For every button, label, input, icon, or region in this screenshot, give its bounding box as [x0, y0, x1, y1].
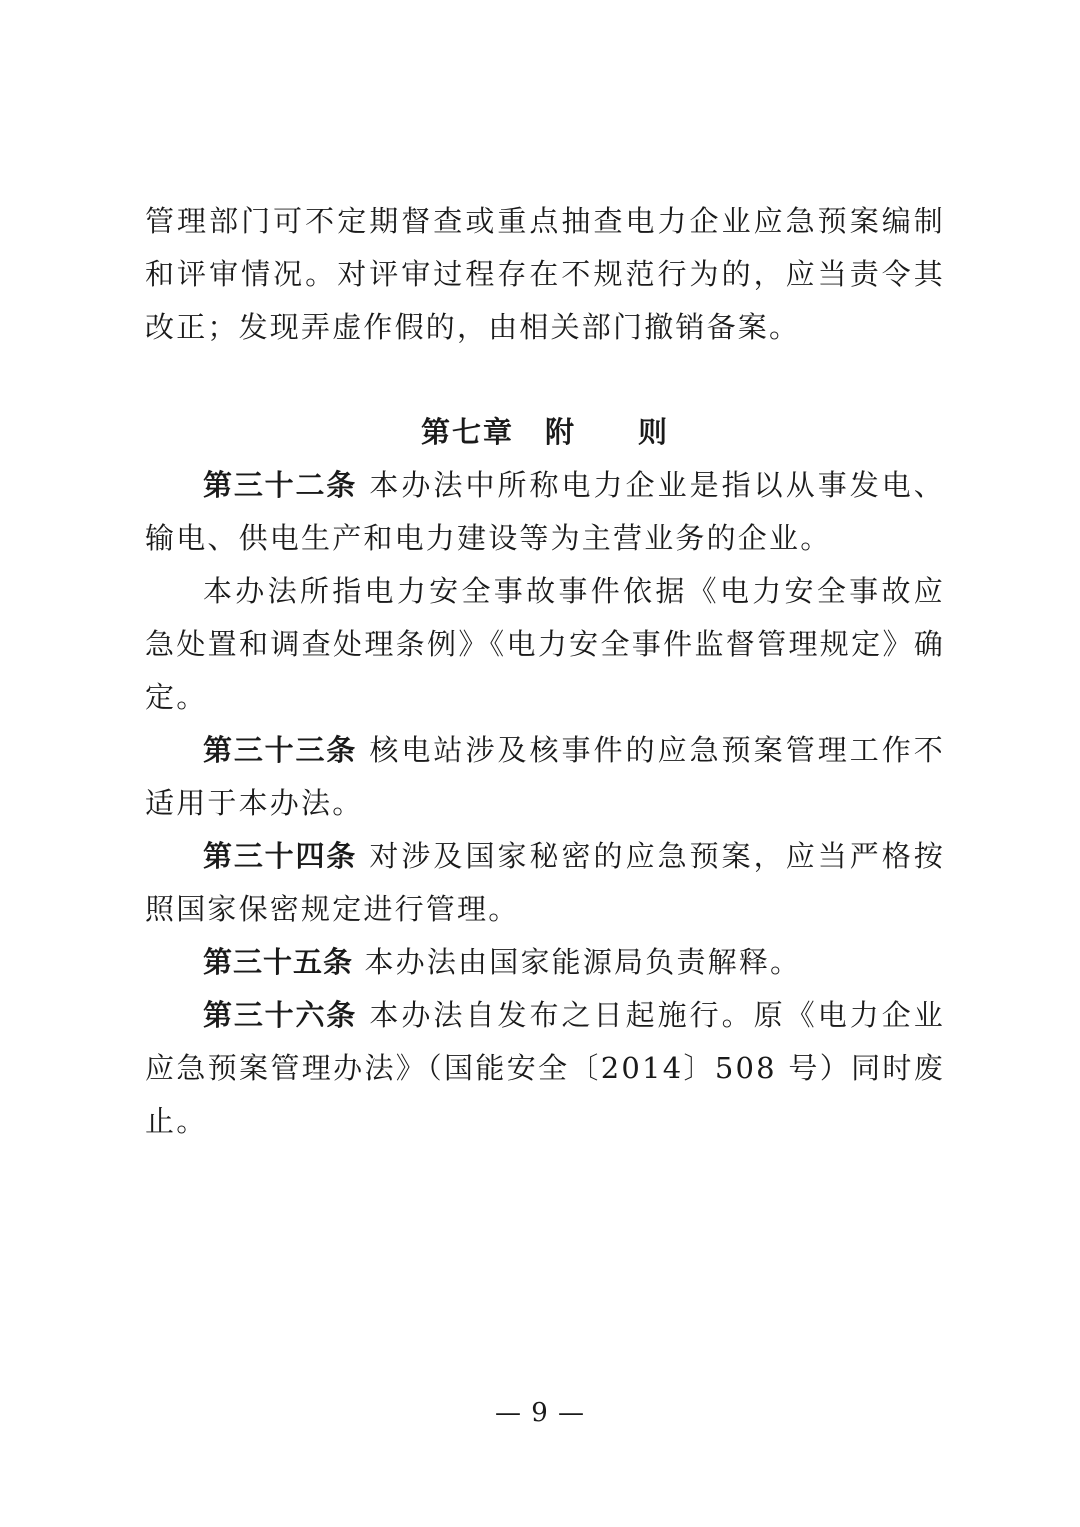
article-text: 本办法中所称电力企业是指以从事发电、输电、供电生产和电力建设等为主营业务的企业。 [145, 468, 945, 555]
article-label: 第三十三条 [203, 733, 358, 767]
document-body [145, 195, 945, 1148]
article-34 [145, 830, 945, 936]
article-35 [145, 936, 945, 989]
article-36 [145, 989, 945, 1148]
page-number: — 9 — [494, 1398, 586, 1428]
article-32 [145, 459, 945, 565]
article-text: 核电站涉及核事件的应急预案管理工作不适用于本办法。 [145, 733, 945, 820]
article-label: 第三十六条 [203, 998, 358, 1032]
article-33 [145, 724, 945, 830]
article-label: 第三十四条 [203, 839, 358, 873]
article-text: 本办法由国家能源局负责解释。 [364, 945, 802, 979]
continuation-paragraph: 管理部门可不定期督查或重点抽查电力企业应急预案编制和评审情况。对评审过程存在不规范行为的，应当责令其改正；发现弄虚作假的，由相关部门撤销备案。 [145, 204, 945, 344]
article-label: 第三十二条 [203, 468, 358, 502]
article-32-paragraph-2 [145, 565, 945, 724]
article-text: 本办法自发布之日起施行。原《电力企业应急预案管理办法》（国能安全〔2014〕508 号）同时废止。 [145, 998, 945, 1138]
chapter-title: 第七章 附 则 [420, 415, 669, 449]
article-label: 第三十五条 [203, 945, 354, 979]
article-text: 本办法所指电力安全事故事件依据《电力安全事故应急处置和调查处理条例》《电力安全事件监督管理规定》确定。 [145, 574, 945, 714]
article-text: 对涉及国家秘密的应急预案，应当严格按照国家保密规定进行管理。 [145, 839, 945, 926]
